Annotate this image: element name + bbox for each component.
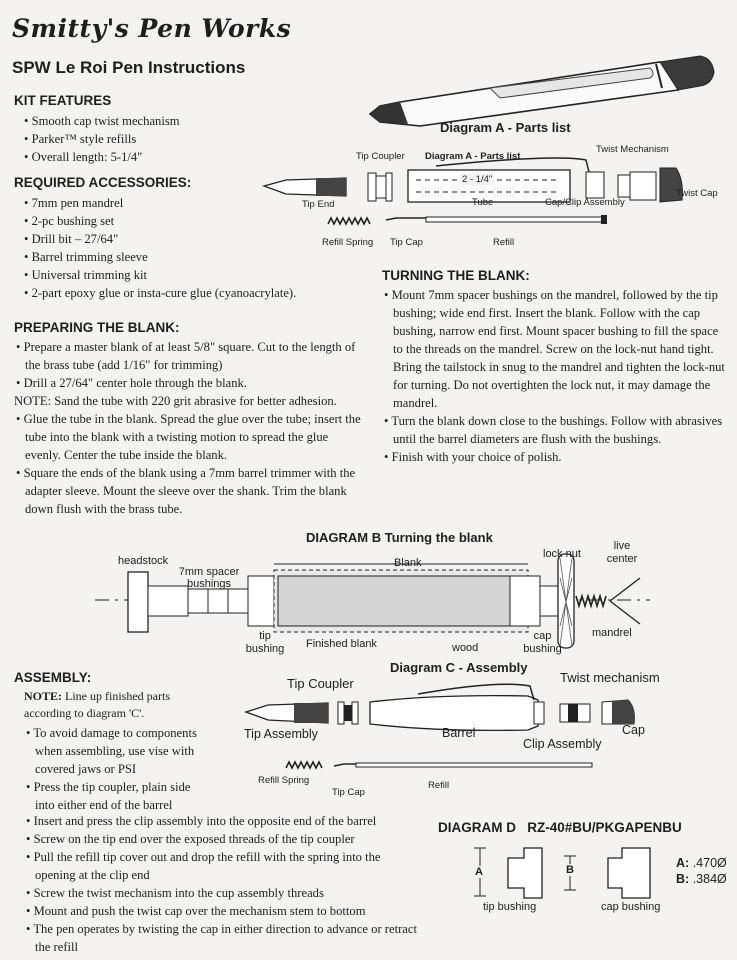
clip-assembly-part <box>534 702 544 724</box>
assembly-note-text: Line up finished parts according to diagram 'C'. <box>24 689 170 720</box>
tip-cap-part <box>386 218 426 220</box>
label-tip-bushing: tip bushing <box>245 630 285 655</box>
turning-heading: TURNING THE BLANK: <box>382 268 530 283</box>
label-tip-assembly: Tip Assembly <box>244 727 318 741</box>
label-a: A <box>475 866 483 878</box>
page-title: SPW Le Roi Pen Instructions <box>12 58 246 77</box>
list-item: • Prepare a master blank of at least 5/8" square. Cut to the length of the brass tube (add 1/16" for trimming) <box>14 338 366 374</box>
preparing-heading: PREPARING THE BLANK: <box>14 320 180 335</box>
label-cap-clip: Cap/Clip Assembly <box>545 197 625 208</box>
cap-bushing <box>510 576 540 626</box>
spec-b-value: .384Ø <box>692 872 727 886</box>
preparing-list <box>14 338 366 518</box>
live-center <box>610 578 640 624</box>
label-refill-spring: Refill Spring <box>258 775 310 786</box>
list-item: • 2-part epoxy glue or insta-cure glue (cyanoacrylate). <box>22 284 367 302</box>
list-item: • Square the ends of the blank using a 7mm barrel trimmer with the adapter sleeve. Mount the sleeve over the shank. Trim the blank down flush with the brass tube. <box>14 464 366 518</box>
list-item: • Finish with your choice of polish. <box>382 448 727 466</box>
twist-mechanism-body <box>630 172 656 200</box>
label-mandrel: mandrel <box>592 627 632 639</box>
list-item: • 2-pc bushing set <box>22 212 367 230</box>
label-tip-cap: Tip Cap <box>390 237 423 248</box>
list-item: • Smooth cap twist mechanism <box>22 112 362 130</box>
label-spacer-bushings: 7mm spacer bushings <box>178 566 240 590</box>
label-tip-bushing: tip bushing <box>483 901 537 913</box>
accessories-heading: REQUIRED ACCESSORIES: <box>14 175 192 190</box>
label-cap-bushing: cap bushing <box>601 901 661 913</box>
list-item: • Parker™ style refills <box>22 130 362 148</box>
list-item: • Turn the blank down close to the bushings. Follow with abrasives until the barrel diameters are flush with the bushings. <box>382 412 727 448</box>
label-refill: Refill <box>428 780 450 791</box>
tip-end-band <box>316 178 346 196</box>
label-live-center: live center <box>606 540 638 565</box>
list-item: • Glue the tube in the blank. Spread the glue over the tube; insert the tube into the blank with a twisting motion to spread the glue evenly. Center the tube inside the blank. <box>14 410 366 464</box>
list-item: • Universal trimming kit <box>22 266 367 284</box>
hero-pen-illustration <box>360 40 730 130</box>
list-item: • Overall length: 5-1/4" <box>22 148 362 166</box>
assembly-list-full <box>24 812 424 956</box>
label-clip-assembly: Clip Assembly <box>523 737 602 751</box>
tip-coupler-part <box>368 173 392 201</box>
label-b: B <box>566 864 574 876</box>
list-item: • To avoid damage to components when assembling, use vise with covered jaws or PSI <box>24 724 210 778</box>
label-dimension: 2 - 1/4" <box>462 174 493 185</box>
spacer-bushing <box>188 589 208 613</box>
list-item: • Mount 7mm spacer bushings on the mandrel, followed by the tip bushing; wide end first. Insert the blank. Follow with the cap bushing, narrow end first. Mount spacer bushing to fill the space to the threads on the mandrel. Screw on the lock-nut hand tight. Bring the tailstock in snug to the mandrel and tighten the lock-nut for turning. Do not overtighten the lock nut, it may damage the mandrel. <box>382 286 727 412</box>
twist-mechanism-stem <box>618 175 630 197</box>
cap-bushing-shape <box>608 848 650 898</box>
label-barrel: Barrel <box>442 726 476 740</box>
label-tip-end: Tip End <box>302 199 335 210</box>
spec-a-value: .470Ø <box>692 856 727 870</box>
list-item: • Pull the refill tip cover out and drop the refill with the spring into the opening at the clip end <box>24 848 424 884</box>
label-diagram-a-inner: Diagram A - Parts list <box>425 151 521 162</box>
label-headstock: headstock <box>118 555 169 567</box>
label-tip-cap: Tip Cap <box>332 787 365 798</box>
headstock <box>128 572 148 632</box>
turning-list <box>382 286 727 466</box>
list-item: • Drill bit – 27/64" <box>22 230 367 248</box>
label-tube: Tube <box>472 197 494 208</box>
label-wood: wood <box>452 642 479 654</box>
diagram-b-lathe <box>90 548 690 658</box>
preparing-note: NOTE: Sand the tube with 220 grit abrasive for better adhesion. <box>14 394 337 408</box>
diagram-b-title: DIAGRAM B Turning the blank <box>306 530 493 545</box>
kit-features-heading: KIT FEATURES <box>14 93 112 108</box>
label-blank: Blank <box>394 557 422 569</box>
label-finished-blank: Finished blank <box>306 638 377 650</box>
list-item: • 7mm pen mandrel <box>22 194 367 212</box>
label-refill: Refill <box>493 237 515 248</box>
spec-a-label: A: <box>676 856 690 870</box>
list-item: • Mount and push the twist cap over the mechanism stem to bottom <box>24 902 424 920</box>
bushing-specs <box>676 855 727 887</box>
spacer-bushing <box>228 589 248 613</box>
refill-spring-part <box>328 218 370 224</box>
label-cap-bushing: cap bushing <box>523 630 562 655</box>
list-item: • Barrel trimming sleeve <box>22 248 367 266</box>
diagram-d-title: DIAGRAM D RZ-40#BU/PKGAPENBU <box>438 820 682 835</box>
label-refill-spring: Refill Spring <box>322 237 374 248</box>
spacer-bushing <box>208 589 228 613</box>
label-twist-mechanism: Twist Mechanism <box>596 144 669 155</box>
spacer-bushing <box>540 586 558 616</box>
assembly-note <box>24 688 209 722</box>
assembly-list-left <box>24 724 210 814</box>
refill-spring-part <box>286 762 322 768</box>
mandrel-threads <box>576 596 606 606</box>
finished-blank <box>278 576 524 626</box>
tip-bushing <box>248 576 274 626</box>
label-tip-coupler: Tip Coupler <box>356 151 405 162</box>
refill-part <box>426 217 606 222</box>
label-twist-mechanism: Twist mechanism <box>560 670 660 685</box>
diagram-c-title: Diagram C - Assembly <box>390 660 528 675</box>
tip-bushing-shape <box>508 848 542 898</box>
list-item: • Screw on the tip end over the exposed threads of the tip coupler <box>24 830 424 848</box>
label-twist-cap: Twist Cap <box>676 188 718 199</box>
cap-clip-part <box>586 172 604 198</box>
list-item: • Screw the twist mechanism into the cup assembly threads <box>24 884 424 902</box>
tip-coupler-part <box>338 702 358 724</box>
list-item: • Insert and press the clip assembly into the opposite end of the barrel <box>24 812 424 830</box>
refill-part <box>356 763 592 767</box>
tip-cap-part <box>334 764 356 766</box>
assembly-note-label: NOTE: <box>24 689 63 703</box>
label-cap: Cap <box>622 723 645 737</box>
brand-logo: Smitty's Pen Works <box>12 14 292 43</box>
list-item: • Press the tip coupler, plain side into either end of the barrel <box>24 778 210 814</box>
label-lock-nut: lock nut <box>543 548 581 560</box>
spec-b-label: B: <box>676 872 690 886</box>
label-tip-coupler: Tip Coupler <box>287 676 354 691</box>
list-item: • Drill a 27/64" center hole through the blank. <box>14 374 366 392</box>
diagram-a-heading: Diagram A - Parts list <box>440 120 571 135</box>
headstock-collet <box>148 586 188 616</box>
list-item: • The pen operates by twisting the cap in either direction to advance or retract the refill <box>24 920 424 956</box>
assembly-heading: ASSEMBLY: <box>14 670 92 685</box>
